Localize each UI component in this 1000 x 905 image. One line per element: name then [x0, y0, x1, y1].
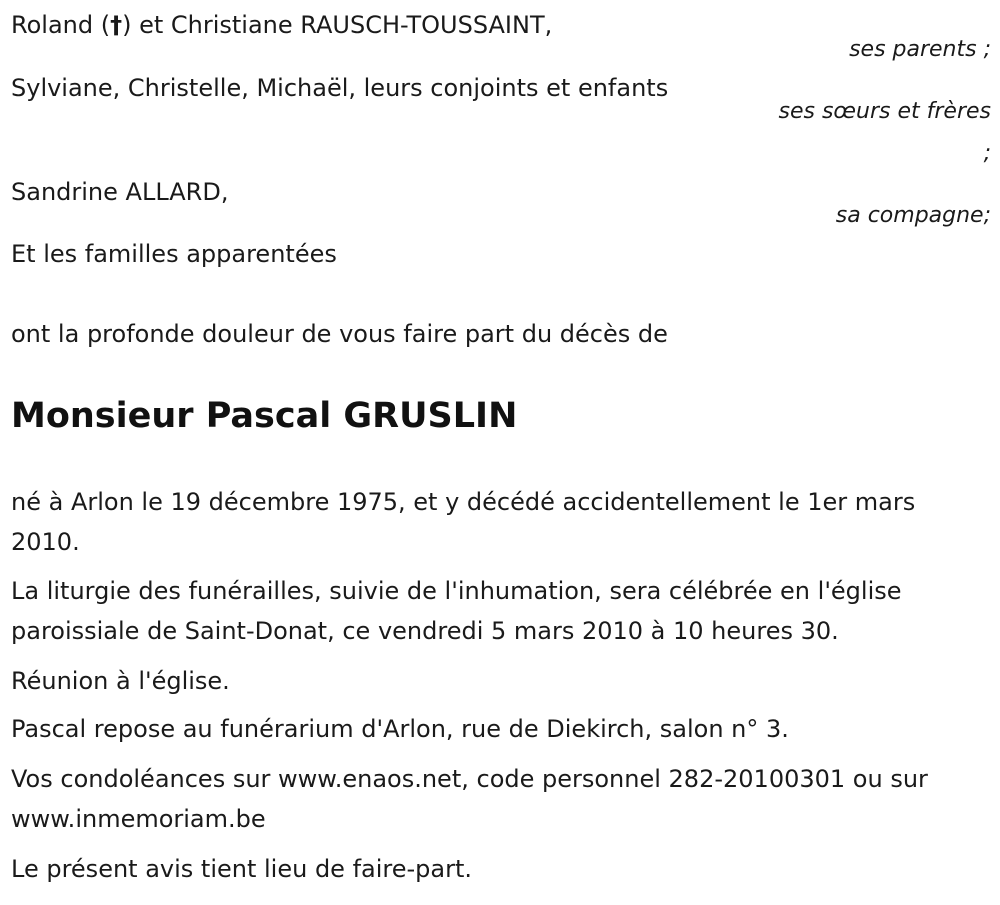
meeting-paragraph: Réunion à l'église.: [11, 667, 230, 695]
birth-death-paragraph: né à Arlon le 19 décembre 1975, et y décédé accidentellement le 1er mars 2010.: [11, 488, 916, 556]
parents-suffix: ) et Christiane RAUSCH-TOUSSAINT,: [122, 11, 553, 39]
partner-role: sa compagne;: [835, 203, 991, 228]
relatives-line: Et les familles apparentées: [11, 240, 337, 268]
cross-icon: †: [110, 11, 123, 39]
siblings-role: ses sœurs et frères: [778, 99, 991, 124]
siblings-line: Sylviane, Christelle, Michaël, leurs conjoints et enfants: [11, 74, 669, 102]
deceased-name: Monsieur Pascal GRUSLIN: [11, 396, 518, 436]
parents-line: [11, 10, 552, 40]
notice-paragraph: Le présent avis tient lieu de faire-part.: [11, 855, 473, 883]
parents-role: ses parents ;: [849, 37, 991, 62]
liturgy-paragraph: La liturgie des funérailles, suivie de l'inhumation, sera célébrée en l'église paroissiale de Saint-Donat, ce vendredi 5 mars 2010 à 10 heures 30.: [11, 577, 902, 645]
parents-prefix: Roland (: [11, 11, 111, 39]
funeral-home-paragraph: Pascal repose au funérarium d'Arlon, rue de Diekirch, salon n° 3.: [11, 715, 789, 743]
condolences-paragraph: Vos condoléances sur www.enaos.net, code personnel 282-20100301 ou sur www.inmemoriam.be: [11, 765, 928, 833]
partner-line: Sandrine ALLARD,: [11, 178, 229, 206]
announcement-line: ont la profonde douleur de vous faire part du décès de: [11, 320, 668, 348]
siblings-role-end: ;: [983, 141, 991, 166]
